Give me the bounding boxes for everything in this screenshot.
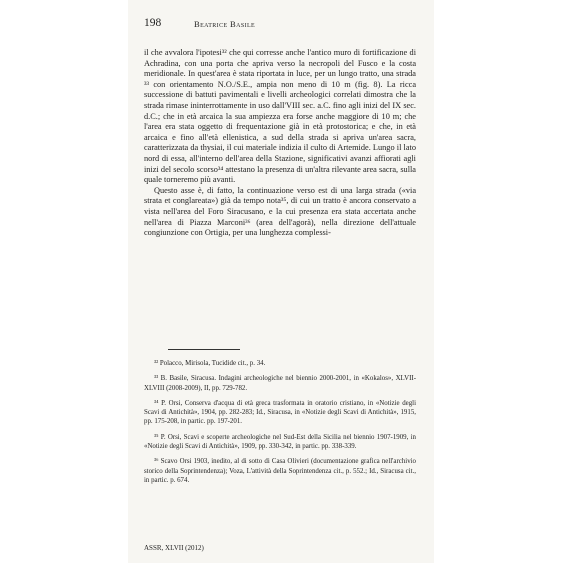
footnote: ³⁵ P. Orsi, Scavi e scoperte archeologiche nel Sud-Est della Sicilia nel biennio 1907-1909, in «Notizie degli Scavi di Antichità», 1909, pp. 330-342, in partic. pp. 338-339. [144,433,416,451]
book-page [128,0,434,563]
body-paragraph: il che avvalora l'ipotesi³² che qui corresse anche l'antico muro di fortificazione di Achradina, con una porta che apriva verso la necropoli del Fusco e la costa meridionale. In quest'area è stata riportata in luce, per un lungo tratto, una strada ³³ con orientamento N.O./S.E., ampia non meno di 10 m (fig. 8). La ricca successione di battuti pavimentali e livelli archeologici correlati dimostra che la strada rimase ininterrottamente in uso dall'VIII sec. a.C. fino agli inizi del IX sec. d.C.; che in età arcaica la sua ampiezza era forse anche maggiore di 10 m; che l'area era stata oggetto di frequentazione già in età protostorica; e che, in età arcaica e fino all'età ellenistica, a sud della strada si apriva un'area sacra, caratterizzata da thysiai, il cui materiale indizia il culto di Artemide. Lungo il lato nord di essa, all'interno dell'area della Stazione, significativi avanzi affiorati agli inizi del secolo scorso³⁴ attestano la presenza di un'altra rilevante area sacra, sulla quale torneremo più avanti. [144,48,416,185]
running-head: Beatrice Basile [194,19,256,29]
footnote: ³⁴ P. Orsi, Conserva d'acqua di età greca trasformata in oratorio cristiano, in «Notizie degli Scavi di Antichità», 1904, pp. 282-283; Id., Siracusa, in «Notizie degli Scavi di Antichità», 1915, pp. 175-208, in partic. pp. 197-201. [144,399,416,426]
footnote: ³⁶ Scavo Orsi 1903, inedito, al di sotto di Casa Olivieri (documentazione grafica nell'archivio storico della Soprintendenza); Voza, L'attività della Soprintendenza cit., p. 552.; Id., Siracusa cit., in partic. p. 674. [144,458,416,484]
footnote-separator [168,349,240,350]
journal-footer: ASSR, XLVII (2012) [144,544,204,552]
body-paragraph: Questo asse è, di fatto, la continuazione verso est di una larga strada («via strata et conglareata») già da tempo nota³⁵, di cui un tratto è ancora conservato a vista nell'area del Foro Siracusano, e la cui presenza era stata accertata anche nell'area di Piazza Marconi³⁶ (area dell'agorà), nella direzione dell'attuale congiunzione con Ortigia, per una lunghezza complessi- [144,185,416,238]
footnote: ³² Polacco, Mirisola, Tucidide cit., p. 34. [154,360,266,367]
footnote: ³³ B. Basile, Siracusa. Indagini archeologiche nel biennio 2000-2001, in «Kokalos», XLVII-XLVIII (2008-2009), II, pp. 729-782. [144,375,416,392]
main-text [144,48,416,239]
footnotes [144,359,416,491]
page-number: 198 [144,17,162,29]
